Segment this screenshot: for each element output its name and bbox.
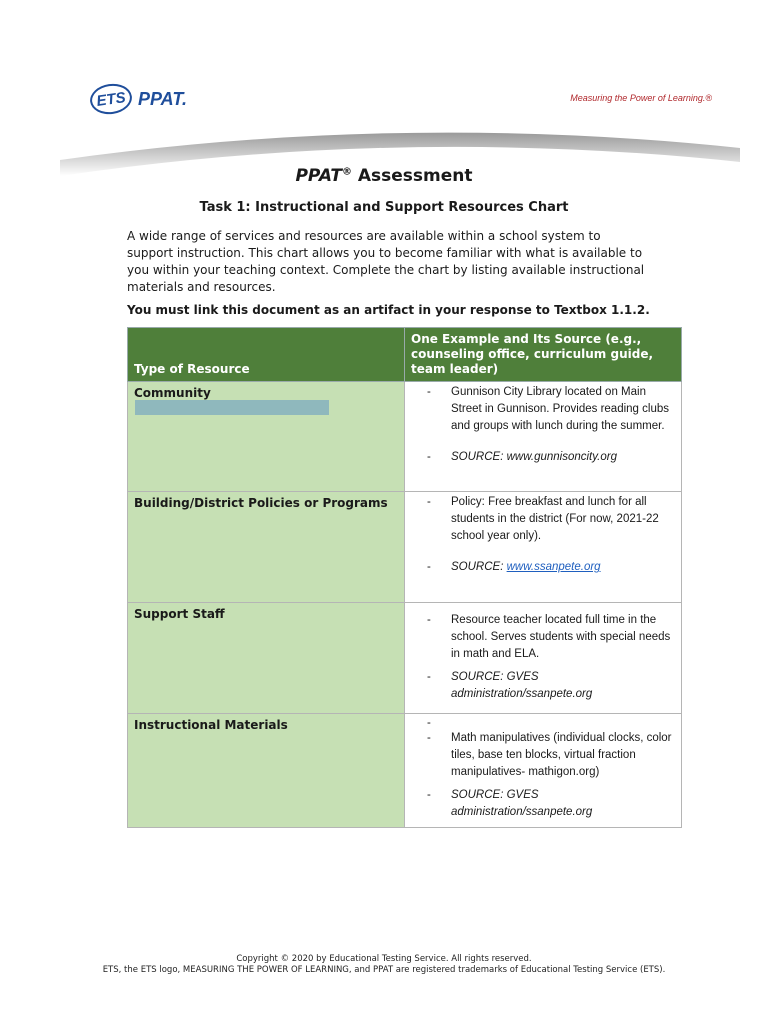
bullet-dash: - (427, 671, 431, 683)
copyright-footer (0, 954, 768, 976)
example-cell[interactable] (405, 382, 682, 492)
ppat-logo-text: PPAT. (138, 88, 187, 109)
footer-copyright-line: Copyright © 2020 by Educational Testing Service. All rights reserved. (236, 954, 532, 964)
type-cell: Support Staff (128, 603, 405, 714)
artifact-instruction: You must link this document as an artifact in your response to Textbox 1.1.2. (127, 303, 650, 317)
table-row (128, 492, 682, 603)
example-cell[interactable] (405, 492, 682, 603)
list-item (427, 612, 673, 663)
header-type-of-resource: Type of Resource (128, 328, 405, 382)
list-item (427, 449, 673, 466)
list-item (427, 787, 673, 821)
source-link[interactable]: www.ssanpete.org (506, 561, 601, 573)
row-label-community: Community (134, 386, 211, 400)
source-label: SOURCE: (451, 561, 507, 573)
empty-bullet-dash: - (427, 717, 431, 729)
intro-paragraph: A wide range of services and resources are available within a school system to support instruction. This chart allows you to become familiar with what is available to you within your teaching context. Complete the chart by listing available instructional materials and resources. (127, 229, 645, 294)
list-item (427, 669, 673, 703)
title-registered-mark: ® (341, 166, 352, 178)
list-item (427, 494, 673, 545)
list-item (427, 559, 673, 576)
table-row (128, 603, 682, 714)
item-text: Policy: Free breakfast and lunch for all students in the district (For now, 2021-22 school year only). (451, 496, 659, 542)
header-example-source: One Example and Its Source (e.g., counseling office, curriculum guide, team leader) (405, 328, 682, 382)
table-header-row (128, 328, 682, 382)
bullet-dash: - (427, 451, 431, 463)
source-text: SOURCE: www.gunnisoncity.org (451, 451, 617, 463)
item-text: Resource teacher located full time in the school. Serves students with special needs in math and ELA. (451, 614, 671, 660)
example-cell[interactable] (405, 603, 682, 714)
ets-ppat-logo (90, 84, 187, 114)
type-cell: Building/District Policies or Programs (128, 492, 405, 603)
ets-logo-icon: ETS (88, 81, 134, 117)
footer-trademark-line: ETS, the ETS logo, MEASURING THE POWER OF LEARNING, and PPAT are registered trademarks of Educational Testing Service (ETS). (102, 965, 666, 975)
item-text: Math manipulatives (individual clocks, color tiles, base ten blocks, virtual fraction manipulatives- mathigon.org) (451, 732, 672, 778)
source-text: SOURCE: GVES administration/ssanpete.org (451, 671, 593, 700)
bullet-dash: - (427, 732, 431, 744)
bullet-dash: - (427, 789, 431, 801)
list-item (427, 730, 673, 781)
task-subtitle: Task 1: Instructional and Support Resources Chart (199, 200, 569, 215)
source-text: SOURCE: GVES administration/ssanpete.org (451, 789, 593, 818)
text-highlight (135, 400, 329, 415)
type-cell (128, 382, 405, 492)
bullet-dash: - (427, 386, 431, 398)
example-cell[interactable] (405, 714, 682, 828)
title-ppat: PPAT (295, 166, 342, 186)
bullet-dash: - (427, 614, 431, 626)
title-rest: Assessment (351, 166, 473, 186)
tagline: Measuring the Power of Learning.® (570, 93, 712, 103)
list-item (427, 384, 673, 435)
resources-table (127, 327, 682, 828)
item-text: Gunnison City Library located on Main Street in Gunnison. Provides reading clubs and groups with lunch during the summer. (451, 386, 669, 432)
table-row (128, 714, 682, 828)
bullet-dash: - (427, 496, 431, 508)
bullet-dash: - (427, 561, 431, 573)
table-row (128, 382, 682, 492)
page-title (0, 166, 768, 186)
type-cell: Instructional Materials (128, 714, 405, 828)
